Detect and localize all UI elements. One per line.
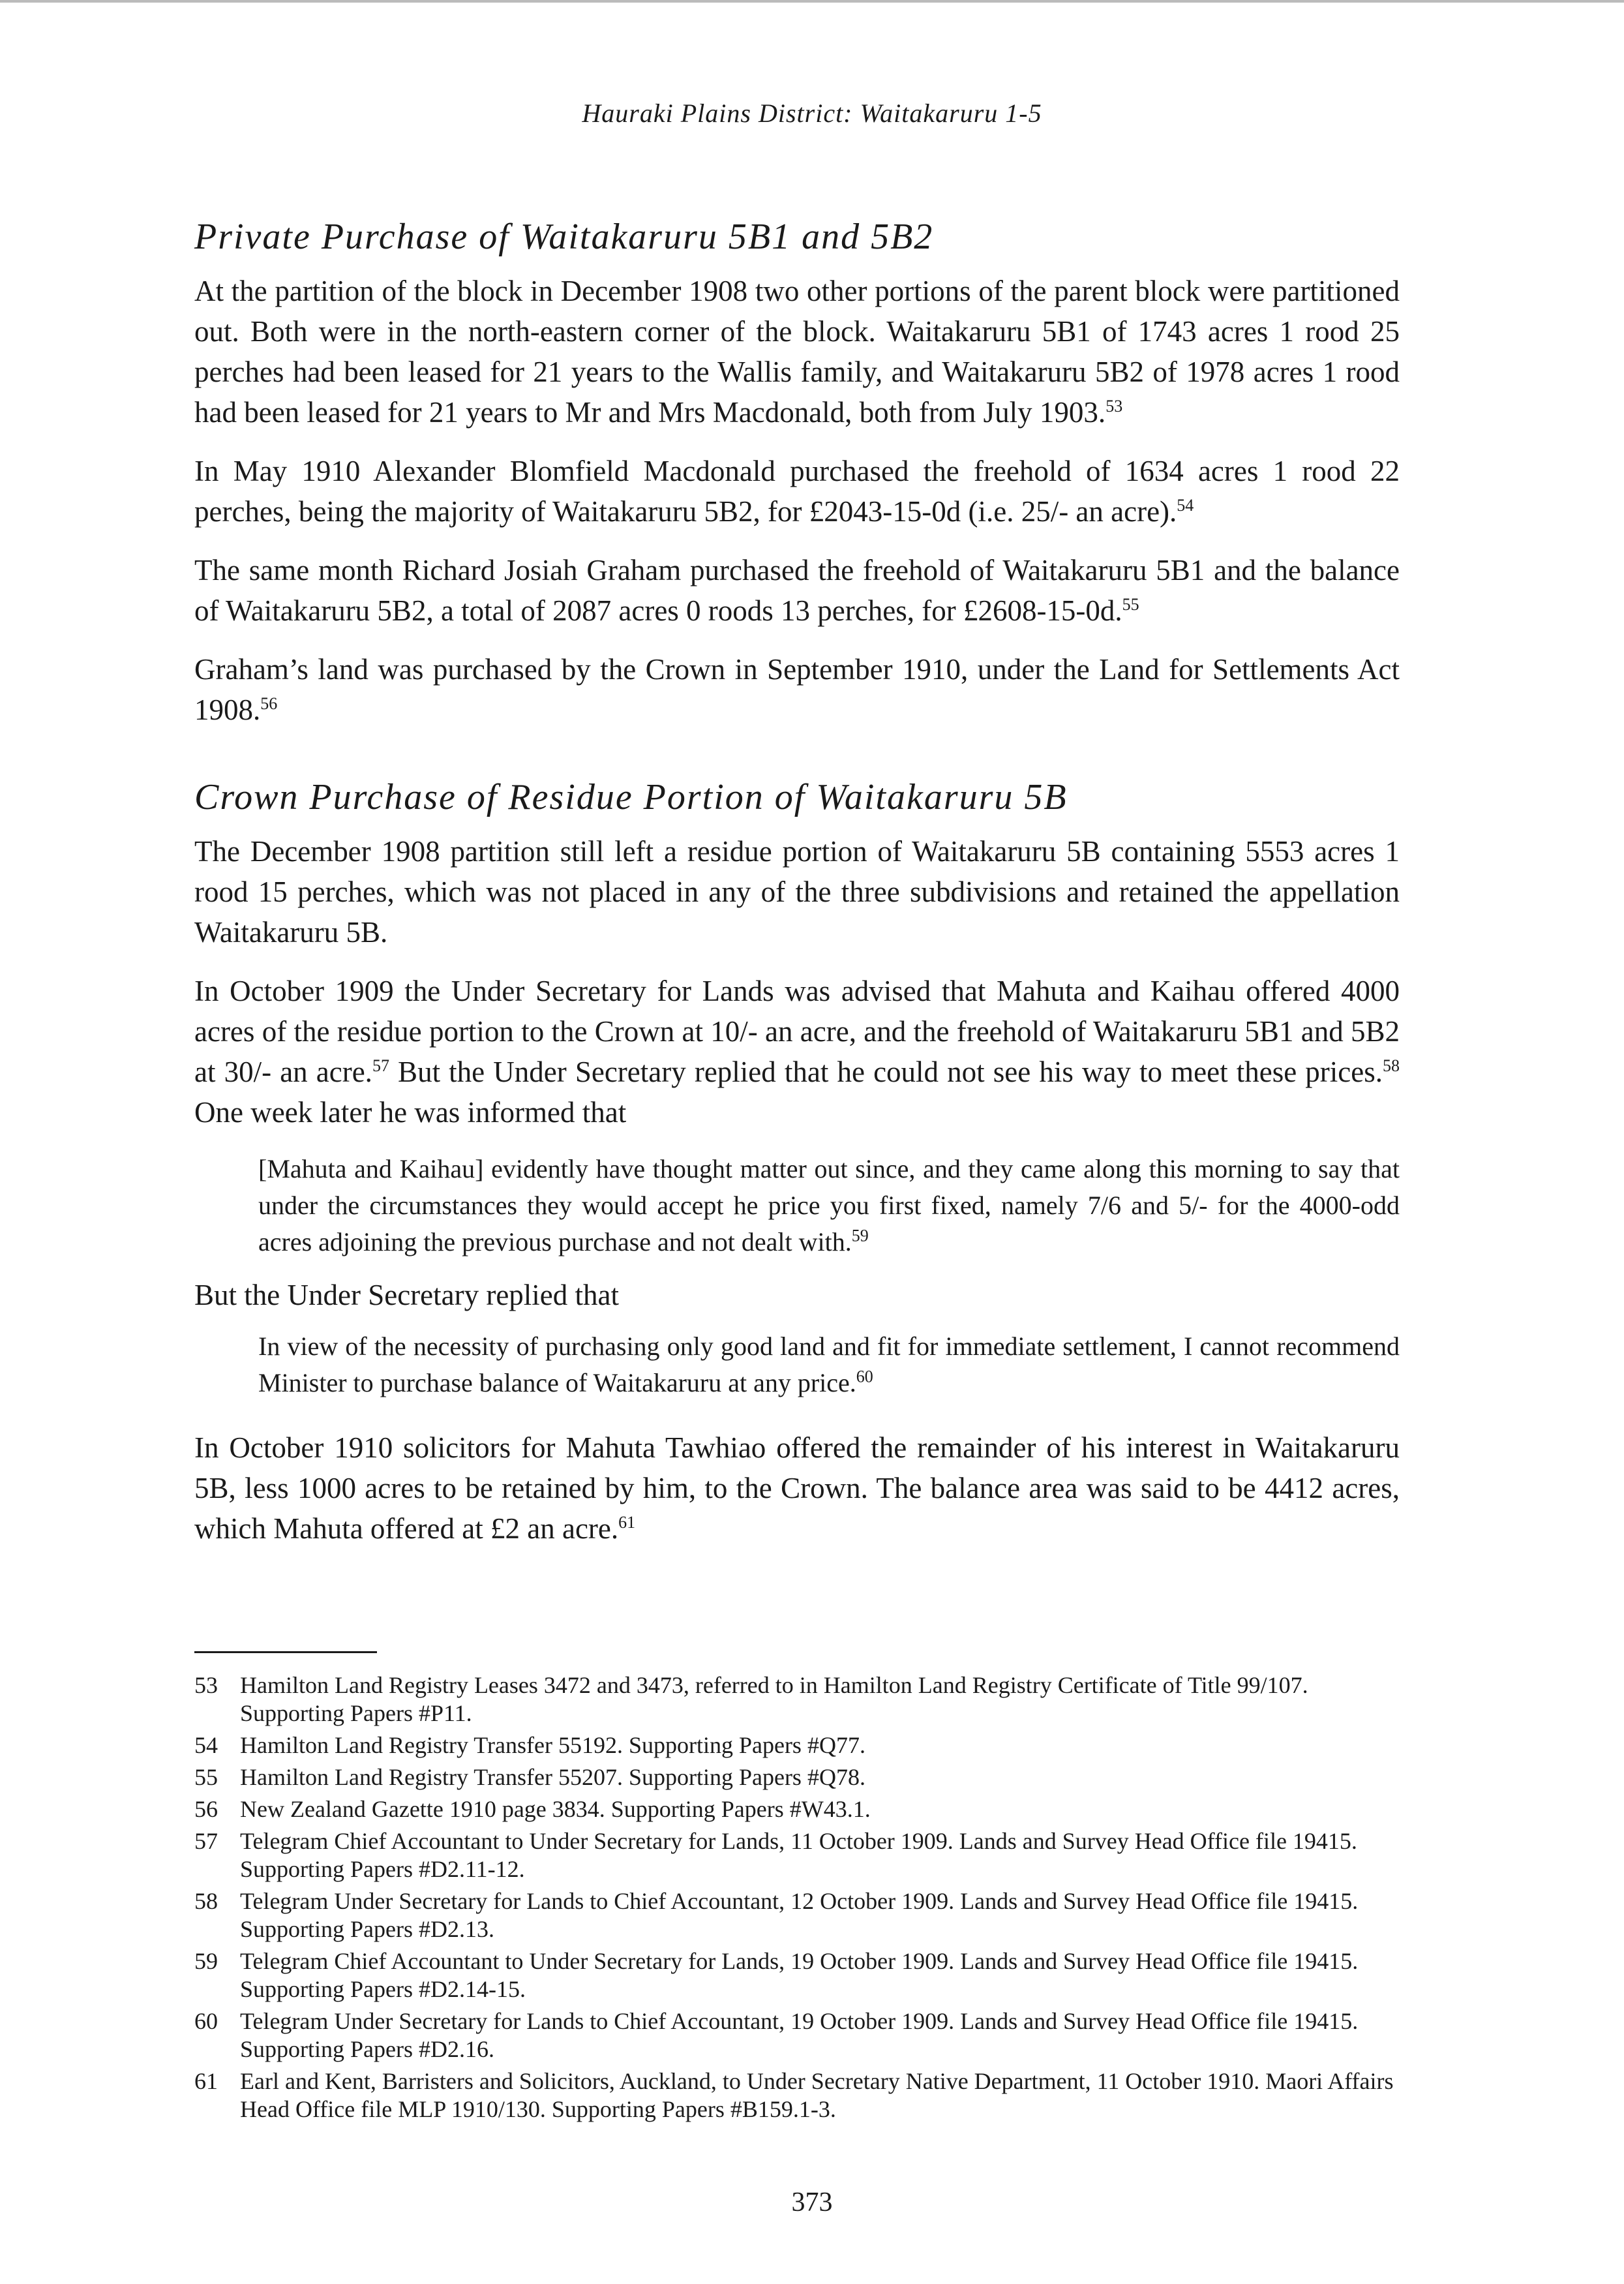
footnote-text: Telegram Chief Accountant to Under Secretary for Lands, 19 October 1909. Lands and Survey Head Office file 19415. Supporting Papers #D2.14-15.: [240, 1948, 1359, 2002]
block-quote: [258, 1151, 1400, 1260]
paragraph-text: In October 1910 solicitors for Mahuta Tawhiao offered the remainder of his interest in Waitakaruru 5B, less 1000 acres to be retained by him, to the Crown. The balance area was said to be 4412 acres, which Mahuta offered at £2 an acre.: [194, 1431, 1400, 1546]
footnote-number: 57: [194, 1828, 218, 1854]
footnote-text: New Zealand Gazette 1910 page 3834. Supporting Papers #W43.1.: [240, 1796, 871, 1822]
footnote-text: Hamilton Land Registry Transfer 55207. Supporting Papers #Q78.: [240, 1764, 865, 1790]
footnote: [194, 1763, 1400, 1791]
footnote-number: 61: [194, 2068, 218, 2094]
footnote-ref: 58: [1383, 1056, 1400, 1076]
footnote-ref: 55: [1122, 595, 1139, 615]
main-content: [194, 215, 1400, 1567]
footnote-ref: 59: [851, 1226, 869, 1246]
top-border-rule: [0, 0, 1624, 3]
section-heading-private-purchase: Private Purchase of Waitakaruru 5B1 and 5B2: [194, 217, 934, 257]
footnote-ref: 57: [372, 1056, 389, 1076]
footnote: [194, 1671, 1400, 1728]
quote-text: In view of the necessity of purchasing only good land and fit for immediate settlement, I cannot recommend Minister to purchase balance of Waitakaruru at any price.: [258, 1332, 1400, 1398]
footnote-text: Telegram Under Secretary for Lands to Chief Accountant, 12 October 1909. Lands and Survey Head Office file 19415. Supporting Papers #D2.13.: [240, 1888, 1359, 1942]
paragraph: [194, 451, 1400, 532]
footnote-ref: 56: [260, 694, 278, 714]
footnote-number: 53: [194, 1672, 218, 1698]
paragraph: The December 1908 partition still left a residue portion of Waitakaruru 5B containing 5553 acres 1 rood 15 perches, which was not placed in any of the three subdivisions and retained the appellation Waitakaruru 5B.: [194, 835, 1400, 949]
footnote-ref: 53: [1105, 397, 1123, 416]
paragraph-text: In October 1909 the Under Secretary for Lands was advised that Mahuta and Kaihau offered 4000 acres of the residue portion to the Crown at 10/- an acre, and the freehold of Waitakaruru 5B1 and 5B2 at 30/- an acre.: [194, 975, 1400, 1089]
footnote-number: 59: [194, 1948, 218, 1974]
footnote-separator: [194, 1651, 377, 1653]
paragraph: [194, 649, 1400, 730]
footnote-text: Hamilton Land Registry Leases 3472 and 3473, referred to in Hamilton Land Registry Certificate of Title 99/107. Supporting Papers #P11.: [240, 1672, 1308, 1726]
section-heading-crown-purchase: Crown Purchase of Residue Portion of Waitakaruru 5B: [194, 777, 1068, 818]
paragraph-text: But the Under Secretary replied that he could not see his way to meet these prices.: [389, 1056, 1383, 1089]
paragraph: [194, 971, 1400, 1133]
footnote-ref: 54: [1177, 496, 1194, 515]
paragraph: [194, 1427, 1400, 1549]
paragraph: [194, 271, 1400, 433]
paragraph-text: The same month Richard Josiah Graham purchased the freehold of Waitakaruru 5B1 and the balance of Waitakaruru 5B2, a total of 2087 acres 0 roods 13 perches, for £2608-15-0d.: [194, 554, 1400, 628]
footnote: [194, 1731, 1400, 1759]
footnote-number: 55: [194, 1764, 218, 1790]
footnote: [194, 1887, 1400, 1943]
page-number: 373: [791, 2187, 833, 2217]
footnote-number: 54: [194, 1732, 218, 1758]
paragraph-text: Graham’s land was purchased by the Crown in September 1910, under the Land for Settlements Act 1908.: [194, 653, 1400, 727]
footnote-text: Hamilton Land Registry Transfer 55192. Supporting Papers #Q77.: [240, 1732, 865, 1758]
footnote: [194, 1795, 1400, 1823]
footnote-text: Telegram Chief Accountant to Under Secretary for Lands, 11 October 1909. Lands and Survey Head Office file 19415. Supporting Papers #D2.11-12.: [240, 1828, 1357, 1882]
footnote-number: 60: [194, 2008, 218, 2034]
footnote-ref: 61: [618, 1513, 636, 1532]
footnote: [194, 2067, 1400, 2124]
paragraph: But the Under Secretary replied that: [194, 1279, 620, 1312]
footnote-number: 56: [194, 1796, 218, 1822]
footnote: [194, 1827, 1400, 1883]
footnotes: [194, 1671, 1400, 2127]
paragraph-text: At the partition of the block in December 1908 two other portions of the parent block were partitioned out. Both were in the north-eastern corner of the block. Waitakaruru 5B1 of 1743 acres 1 rood 25 perches had been leased for 21 years to the Wallis family, and Waitakaruru 5B2 of 1978 acres 1 rood had been leased for 21 years to Mr and Mrs Macdonald, both from July 1903.: [194, 275, 1400, 429]
block-quote: [258, 1328, 1400, 1401]
footnote-number: 58: [194, 1888, 218, 1914]
footnote-ref: 60: [856, 1367, 873, 1387]
paragraph-text: One week later he was informed that: [194, 1096, 627, 1129]
quote-text: [Mahuta and Kaihau] evidently have thought matter out since, and they came along this morning to say that under the circumstances they would accept he price you first fixed, namely 7/6 and 5/- for the 4000-odd acres adjoining the previous purchase and not dealt with.: [258, 1154, 1400, 1257]
running-head: Hauraki Plains District: Waitakaruru 1-5: [582, 99, 1042, 128]
paragraph-text: In May 1910 Alexander Blomfield Macdonald purchased the freehold of 1634 acres 1 rood 22 perches, being the majority of Waitakaruru 5B2, for £2043-15-0d (i.e. 25/- an acre).: [194, 455, 1400, 528]
paragraph: [194, 550, 1400, 631]
footnote: [194, 1947, 1400, 2003]
footnote: [194, 2007, 1400, 2063]
footnote-text: Telegram Under Secretary for Lands to Chief Accountant, 19 October 1909. Lands and Survey Head Office file 19415. Supporting Papers #D2.16.: [240, 2008, 1359, 2062]
footnote-text: Earl and Kent, Barristers and Solicitors, Auckland, to Under Secretary Native Department, 11 October 1910. Maori Affairs Head Office file MLP 1910/130. Supporting Papers #B159.1-3.: [240, 2068, 1394, 2122]
